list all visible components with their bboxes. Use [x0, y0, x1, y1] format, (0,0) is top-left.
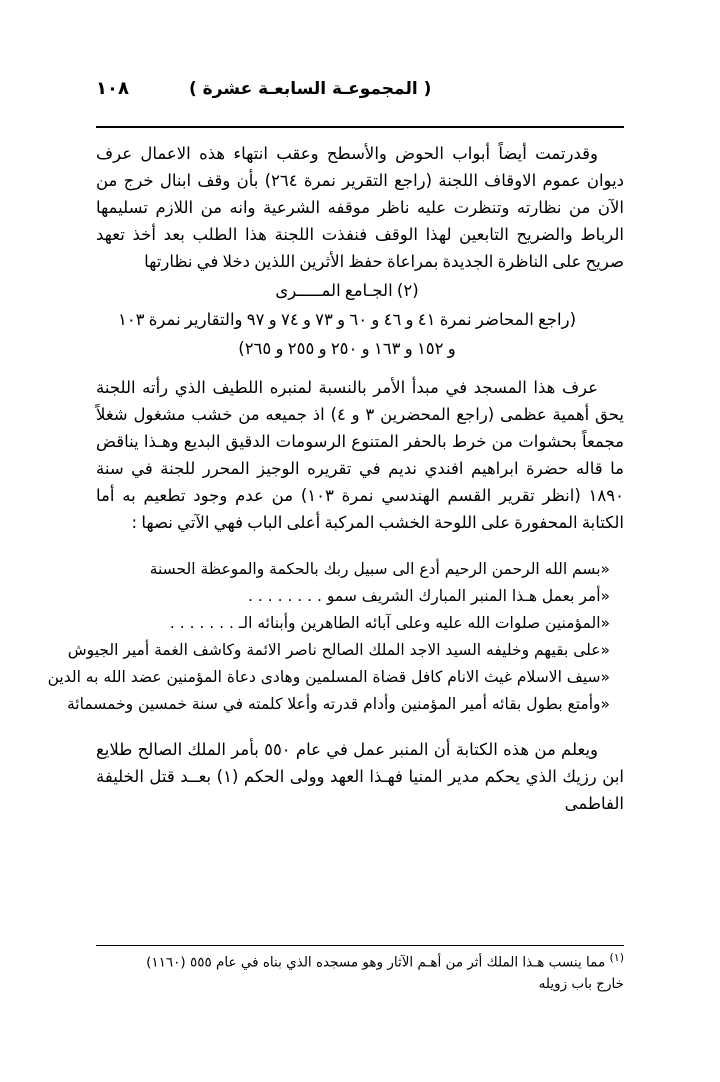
- footnote-tail: خارج باب زويله: [538, 976, 624, 992]
- inscription-line: «أمر بعمل هـذا المنبر المبارك الشريف سمو . . . . . . . .: [248, 587, 610, 605]
- paragraph-two: عرف هذا المسجد في مبدأ الأمر بالنسبة لمنبره اللطيف الذي رأته اللجنة يحق أهمية عظمى (راجع المحضرين ٣ و ٤) اذ جميعه من خشب مشغول شغلاً مجمعاً بحشوات من خرط بالحفر المتنوع الرسومات الدقيق البديع وهـذا يناقض ما قاله حضرة ابراهيم افندي نديم في تقريره الوجيز المحرر للجنة في سنة ١٨٩٠ (انظر تقرير القسم الهندسي نمرة ١٠٣) من عدم وجود تطعيم به أما الكتابة المحفورة على اللوحة الخشب المركبة أعلى الباب فهي الآتي نصها :: [96, 378, 624, 532]
- inscription-line: «سيف الاسلام غيث الانام كافل قضاة المسلمين وهادى دعاة المؤمنين عضد الله به الدين: [47, 668, 610, 686]
- page-number: ١٠٨: [96, 78, 129, 99]
- spacer: [96, 364, 624, 374]
- inscription-line: «المؤمنين صلوات الله عليه وعلى آبائه الطاهرين وأبنائه الـ . . . . . . .: [169, 614, 610, 632]
- closing-paragraph: ويعلم من هذه الكتابة أن المنبر عمل في عام ٥٥٠ بأمر الملك الصالح طلايع ابن رزيك الذي يحكم مدير المنيا فهـذا العهد وولى الحكم (١) بعــد قتل الخليفة الفاطمى: [96, 740, 624, 813]
- spacer: [96, 718, 624, 736]
- footnote-marker: (١): [609, 950, 624, 964]
- inscription-line: «على بقيهم وخليفه السيد الاجد الملك الصالح ناصر الائمة وكاشف الغمة أمير الجيوش: [67, 641, 610, 659]
- reference-line-one: (راجع المحاضر نمرة ٤١ و ٤٦ و ٦٠ و ٧٣ و ٧٤ و ٩٧ والتقارير نمرة ١٠٣: [117, 310, 577, 329]
- spacer: [96, 538, 624, 556]
- inscription-line: «بسم الله الرحمن الرحيم أدع الى سبيل ربك بالحكمة والموعظة الحسنة: [149, 560, 610, 578]
- running-head-title: ( المجموعـة السابعـة عشرة ): [188, 79, 432, 99]
- footnote: [96, 946, 624, 997]
- section-heading: (٢) الجـامع المـــــرى: [275, 281, 419, 300]
- header-divider: [96, 126, 624, 128]
- inscription-block: [47, 556, 624, 718]
- paragraph-one: وقدرتمت أيضاً أبواب الحوض والأسطح وعقب انتهاء هذه الاعمال عرف ديوان عموم الاوقاف اللجنة (راجع التقرير نمرة ٢٦٤) بأن وقف ابنال خرج من الآن من نظارته وتنظرت عليه ناظر موقفه الشرعية وانه من اللازم تسليمها الرباط والضريح التابعين لهذا الوقف فنفذت اللجنة هذا الطلب بعد أخذ تعهد صريح على الناظرة الجديدة بمراعاة حفظ الأثرين اللذين دخلا في نظارتها: [96, 144, 625, 271]
- page-header: [96, 78, 624, 99]
- reference-line-two: و ١٥٢ و ١٦٣ و ٢٥٠ و ٢٥٥ و ٢٦٥): [238, 339, 456, 358]
- footnote-text: مما ينسب هـذا الملك أثر من أهـم الآثار وهو مسجده الذي بناه في عام ٥٥٥ (١١٦٠): [146, 954, 606, 970]
- page-body: [47, 140, 625, 932]
- inscription-line: «وأمتع بطول بقائه أمير المؤمنين وأدام قدرته وأعلا كلمته في سنة خمسين وخمسمائة: [66, 695, 610, 713]
